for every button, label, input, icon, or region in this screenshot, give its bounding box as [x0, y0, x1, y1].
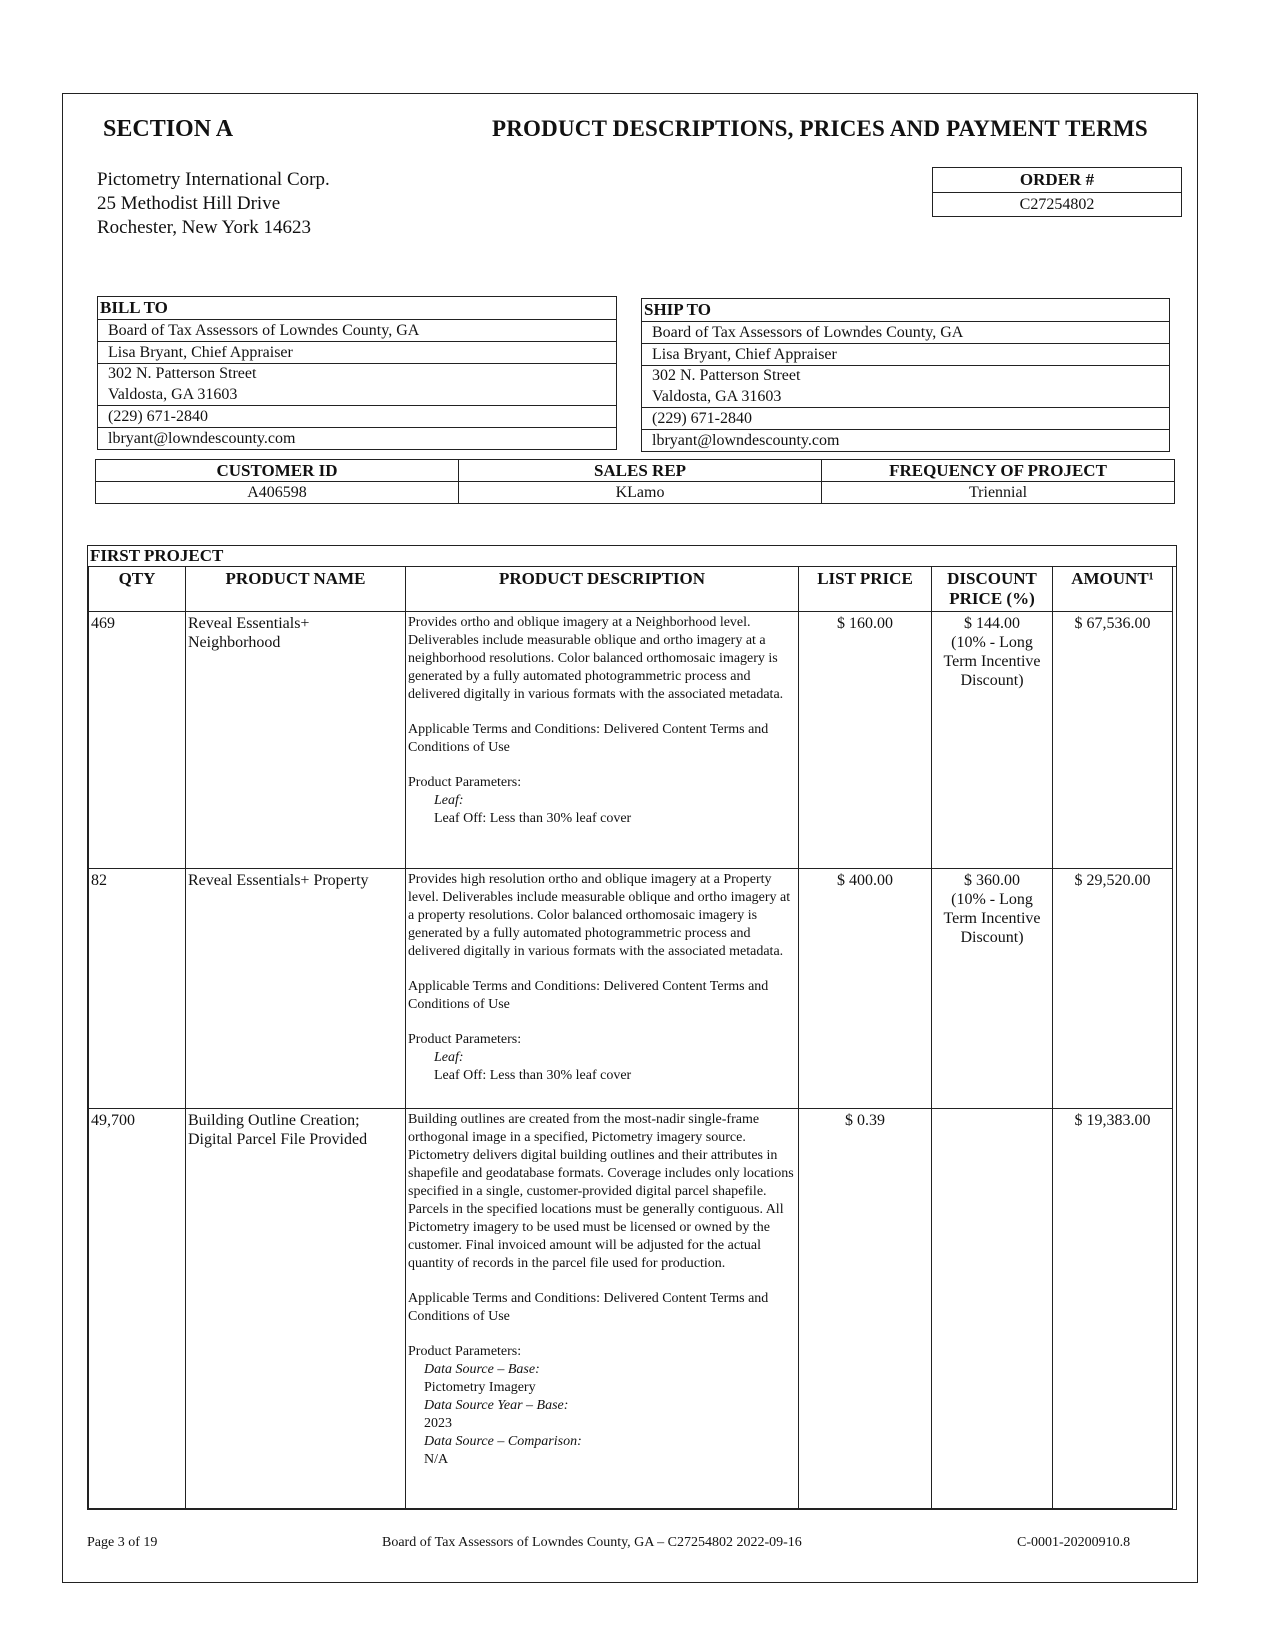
table-row [89, 1109, 1173, 1509]
ship-to-contact: Lisa Bryant, Chief Appraiser [642, 344, 1169, 366]
bill-to-phone: (229) 671-2840 [98, 406, 616, 428]
item-name: Building Outline Creation; Digital Parcel File Provided [186, 1109, 406, 1509]
ship-to-phone: (229) 671-2840 [642, 408, 1169, 430]
col-product-description: PRODUCT DESCRIPTION [406, 567, 799, 612]
col-qty: QTY [89, 567, 186, 612]
item-list-price: $ 0.39 [799, 1109, 932, 1509]
item-amount: $ 67,536.00 [1053, 612, 1173, 869]
first-project-table [87, 545, 1177, 1510]
project-title: FIRST PROJECT [88, 546, 1176, 567]
item-name: Reveal Essentials+ Property [186, 869, 406, 1109]
item-discount-price: $ 360.00 (10% - Long Term Incentive Discount) [932, 869, 1053, 1109]
customer-info-table [95, 459, 1175, 504]
ship-to-email: lbryant@lowndescounty.com [652, 432, 840, 449]
ship-to-label: SHIP TO [642, 299, 1169, 322]
item-name: Reveal Essentials+ Neighborhood [186, 612, 406, 869]
customer-id-label: CUSTOMER ID [96, 460, 459, 482]
ship-to-org: Board of Tax Assessors of Lowndes County, GA [642, 322, 1169, 344]
document-title: PRODUCT DESCRIPTIONS, PRICES AND PAYMENT TERMS [492, 116, 1148, 141]
company-address [97, 168, 330, 240]
customer-id: A406598 [96, 482, 459, 504]
table-row [89, 612, 1173, 869]
ship-to-box [641, 298, 1170, 452]
table-row [89, 869, 1173, 1109]
bill-to-city: Valdosta, GA 31603 [98, 384, 616, 406]
item-qty: 82 [89, 869, 186, 1109]
item-qty: 469 [89, 612, 186, 869]
footer-document-ref: Board of Tax Assessors of Lowndes County, GA – C27254802 2022-09-16 [382, 1535, 802, 1550]
item-description: Provides high resolution ortho and oblique imagery at a Property level. Deliverables include measurable oblique and ortho imagery at a property resolutions. Color balanced orthomosaic imagery is generated by a fully automated photogrammetric process and delivered digitally in various formats with the associated metadata. Applicable Terms and Conditions: Delivered Content Terms and Conditions of Use Product Parameters: Leaf: Leaf Off: Less than 30% leaf cover [406, 869, 799, 1109]
col-product-name: PRODUCT NAME [186, 567, 406, 612]
bill-to-label: BILL TO [98, 297, 616, 320]
item-amount: $ 29,520.00 [1053, 869, 1173, 1109]
company-name: Pictometry International Corp. [97, 169, 330, 190]
order-number-box [932, 167, 1182, 217]
frequency-label: FREQUENCY OF PROJECT [822, 460, 1175, 482]
sales-rep: KLamo [459, 482, 822, 504]
footer-page-number: Page 3 of 19 [87, 1535, 158, 1550]
items-table [88, 567, 1173, 1509]
order-number: C27254802 [1019, 196, 1095, 213]
item-discount-price: $ 144.00 (10% - Long Term Incentive Discount) [932, 612, 1053, 869]
item-discount-price [932, 1109, 1053, 1509]
item-description: Building outlines are created from the most-nadir single-frame orthogonal image in a specified, Pictometry imagery source. Pictometry delivers digital building outlines and their attributes in shapefile and geodatabase formats. Coverage includes only locations specified in a single, customer-provided digital parcel shapefile. Parcels in the specified locations must be generally contiguous. All Pictometry imagery to be used must be licensed or owned by the customer. Final invoiced amount will be adjusted for the actual quantity of records in the parcel file used for production. Applicable Terms and Conditions: Delivered Content Terms and Conditions of Use Product Parameters: Data Source – Base: Pictometry Imagery Data Source Year – Base: 2023 Data Source – Comparison: N/A [406, 1109, 799, 1509]
sales-rep-label: SALES REP [459, 460, 822, 482]
col-amount: AMOUNT¹ [1053, 567, 1173, 612]
order-label: ORDER # [933, 168, 1181, 193]
item-description: Provides ortho and oblique imagery at a Neighborhood level. Deliverables include measurable oblique and ortho imagery at a neighborhood resolutions. Color balanced orthomosaic imagery is generated by a fully automated photogrammetric process and delivered digitally in various formats with the associated metadata. Applicable Terms and Conditions: Delivered Content Terms and Conditions of Use Product Parameters: Leaf: Leaf Off: Less than 30% leaf cover [406, 612, 799, 869]
item-amount: $ 19,383.00 [1053, 1109, 1173, 1509]
section-title: SECTION A [103, 116, 234, 142]
bill-to-org: Board of Tax Assessors of Lowndes County, GA [98, 320, 616, 342]
table-header-row [89, 567, 1173, 612]
col-list-price: LIST PRICE [799, 567, 932, 612]
item-list-price: $ 160.00 [799, 612, 932, 869]
bill-to-contact: Lisa Bryant, Chief Appraiser [98, 342, 616, 364]
company-street: 25 Methodist Hill Drive [97, 193, 281, 214]
company-city: Rochester, New York 14623 [97, 217, 312, 238]
bill-to-email: lbryant@lowndescounty.com [108, 430, 296, 447]
frequency: Triennial [822, 482, 1175, 504]
bill-to-box [97, 296, 617, 450]
item-list-price: $ 400.00 [799, 869, 932, 1109]
ship-to-city: Valdosta, GA 31603 [642, 386, 1169, 408]
ship-to-street: 302 N. Patterson Street [652, 367, 801, 384]
bill-to-street: 302 N. Patterson Street [108, 365, 257, 382]
col-discount-price: DISCOUNT PRICE (%) [932, 567, 1053, 612]
footer-form-code: C-0001-20200910.8 [1017, 1535, 1131, 1550]
item-qty: 49,700 [89, 1109, 186, 1509]
